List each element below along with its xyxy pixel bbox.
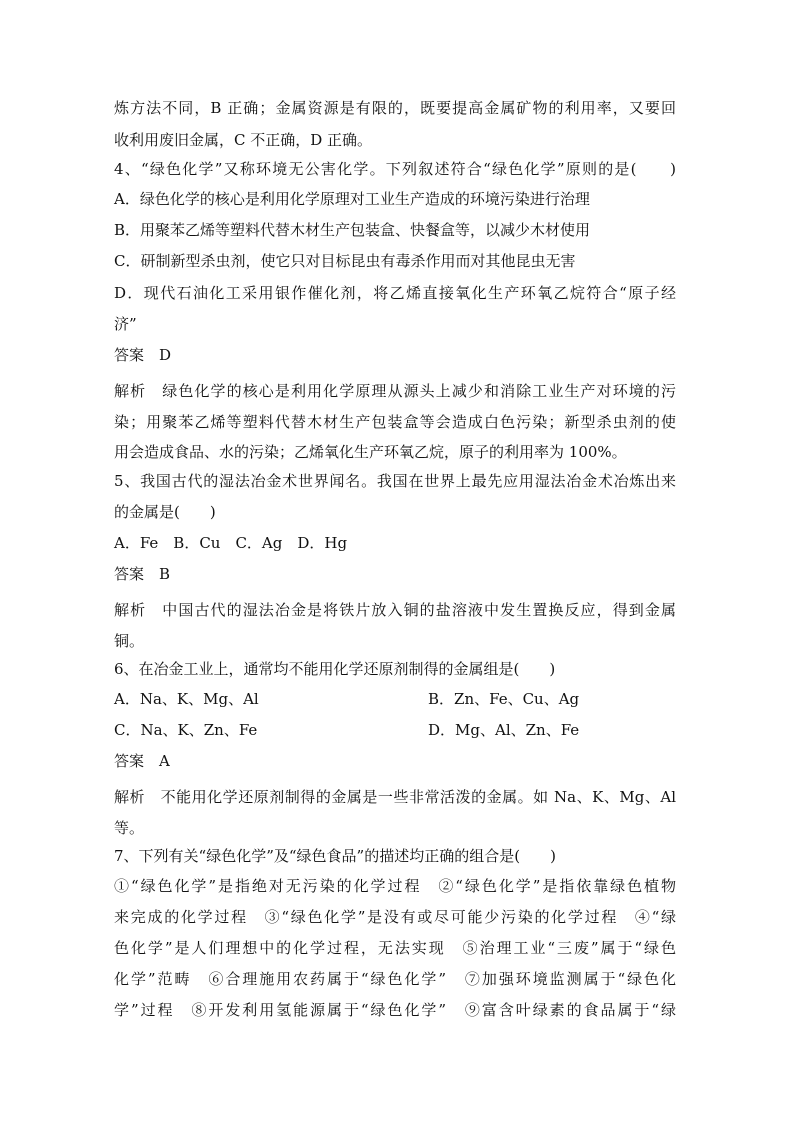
option-c: C．研制新型杀虫剂，使它只对目标昆虫有毒杀作用而对其他昆虫无害 [114,252,576,270]
analysis-4-line3: 用会造成食品、水的污染；乙烯氧化生产环氧乙烷，原子的利用率为 100%。 [114,443,627,461]
option-d-cont: 济” [114,315,137,333]
question-7-statements-5: 学”过程 ⑧开发利用氢能源属于“绿色化学” ⑨富含叶绿素的食品属于“绿 [114,1001,676,1019]
analysis-6-cont: 等。 [114,819,145,837]
text-line: 炼方法不同，B 正确；金属资源是有限的，既要提高金属矿物的利用率，又要回 [114,99,676,117]
question-4-stem: 4、“绿色化学”又称环境无公害化学。下列叙述符合“绿色化学”原则的是( ) [114,160,676,178]
analysis-5-cont: 铜。 [114,632,145,650]
option-d: D．Mg、Al、Zn、Fe [428,721,580,739]
analysis-4-line2: 染；用聚苯乙烯等塑料代替木材生产包装盒等会造成白色污染；新型杀虫剂的使 [114,413,676,431]
question-7-statements-4: 化学”范畴 ⑥合理施用农药属于“绿色化学” ⑦加强环境监测属于“绿色化 [114,970,676,988]
option-b: B．Zn、Fe、Cu、Ag [428,690,580,708]
question-6-stem: 6、在冶金工业上，通常均不能用化学还原剂制得的金属组是( ) [114,660,556,678]
question-7-statements-3: 色化学”是人们理想中的化学过程，无法实现 ⑤治理工业“三废”属于“绿色 [114,939,676,957]
option-d: D．现代石油化工采用银作催化剂，将乙烯直接氧化生产环氧乙烷符合“原子经 [114,284,676,302]
question-5-stem-cont: 的金属是( ) [114,503,216,521]
option-a: A．Na、K、Mg、Al [114,690,259,708]
answer-4: 答案 D [114,346,172,364]
question-7-statements: ①“绿色化学”是指绝对无污染的化学过程 ②“绿色化学”是指依靠绿色植物 [114,877,676,895]
analysis-4: 解析 绿色化学的核心是利用化学原理从源头上减少和消除工业生产对环境的污 [114,382,676,400]
question-5-options: A．Fe B．Cu C．Ag D．Hg [114,534,348,552]
question-7-statements-2: 来完成的化学过程 ③“绿色化学”是没有或尽可能少污染的化学过程 ④“绿 [114,908,676,926]
answer-5: 答案 B [114,565,171,583]
question-7-stem: 7、下列有关“绿色化学”及“绿色食品”的描述均正确的组合是( ) [114,847,556,865]
analysis-6: 解析 不能用化学还原剂制得的金属是一些非常活泼的金属。如 Na、K、Mg、Al [114,788,676,806]
question-5-stem: 5、我国古代的湿法冶金术世界闻名。我国在世界上最先应用湿法冶金术冶炼出来 [114,472,676,490]
option-a: A．绿色化学的核心是利用化学原理对工业生产造成的环境污染进行治理 [114,190,590,208]
option-c: C．Na、K、Zn、Fe [114,721,258,739]
answer-6: 答案 A [114,752,170,770]
text-line: 收利用废旧金属，C 不正确，D 正确。 [114,131,373,149]
analysis-5: 解析 中国古代的湿法冶金是将铁片放入铜的盐溶液中发生置换反应，得到金属 [114,601,676,619]
option-b: B．用聚苯乙烯等塑料代替木材生产包装盒、快餐盒等，以减少木材使用 [114,221,591,239]
